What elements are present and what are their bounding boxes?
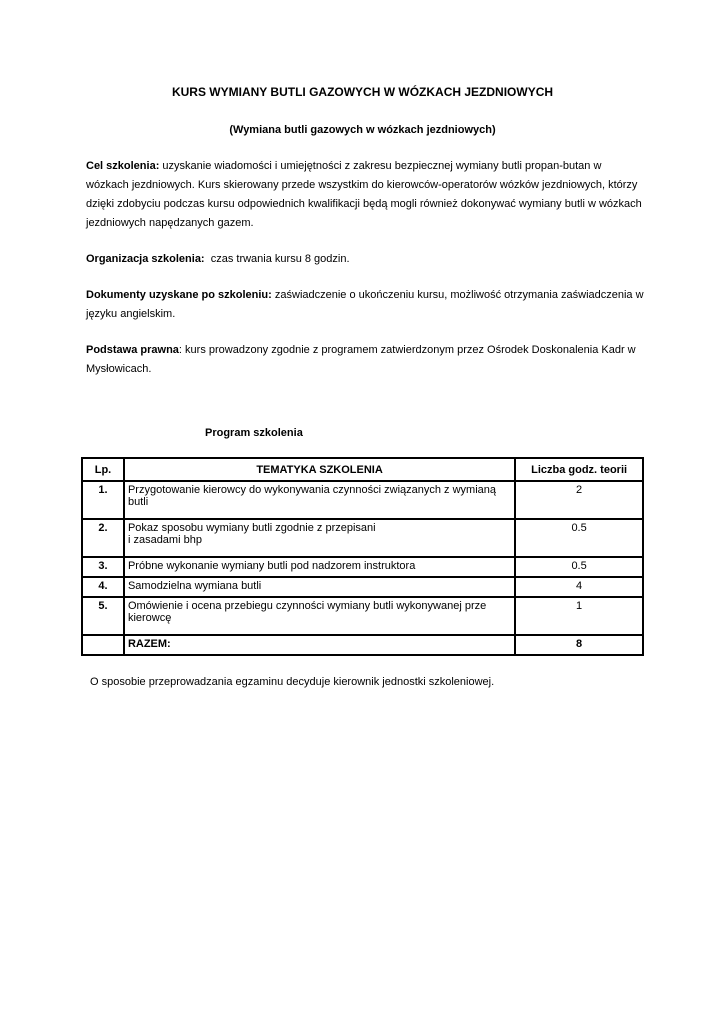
total-lp-empty [82, 635, 124, 655]
row-topic: Samodzielna wymiana butli [124, 577, 515, 597]
program-heading: Program szkolenia [205, 427, 303, 439]
document-subtitle: (Wymiana butli gazowych w wózkach jezdniowych) [229, 124, 496, 136]
row-hours: 0.5 [515, 557, 643, 577]
table-row [82, 597, 643, 635]
column-header-hours: Liczba godz. teorii [515, 458, 643, 481]
table-row [82, 577, 643, 597]
section-dokumenty-label: Dokumenty uzyskane po szkoleniu: [86, 289, 272, 301]
section-podstawa-prawna [86, 341, 646, 379]
section-cel-szkolenia [86, 157, 646, 233]
row-hours: 4 [515, 577, 643, 597]
row-lp: 1. [82, 481, 124, 519]
row-lp: 2. [82, 519, 124, 557]
column-header-lp: Lp. [82, 458, 124, 481]
section-organizacja [86, 250, 646, 269]
section-cel-text: uzyskanie wiadomości i umiejętności z zakresu bezpiecznej wymiany butli propan-butan w wózkach jezdniowych. Kurs skierowany przede wszystkim do kierowców-operatorów wózków jezdniowych, którzy dzięki zdobyciu podczas kursu odpowiednich kwalifikacji będą mogli również dokonywać wymiany butli w wózkach jezdniowych napędzanych gazem. [86, 160, 642, 229]
row-hours: 1 [515, 597, 643, 635]
program-table [81, 457, 644, 656]
document-title: KURS WYMIANY BUTLI GAZOWYCH W WÓZKACH JEZDNIOWYCH [171, 85, 554, 99]
table-row [82, 519, 643, 557]
table-row [82, 481, 643, 519]
row-topic: Omówienie i ocena przebiegu czynności wymiany butli wykonywanej prze kierowcę [124, 597, 515, 635]
row-hours: 2 [515, 481, 643, 519]
row-lp: 3. [82, 557, 124, 577]
section-dokumenty [86, 286, 646, 324]
section-organizacja-label: Organizacja szkolenia: [86, 253, 205, 265]
row-hours: 0.5 [515, 519, 643, 557]
row-lp: 4. [82, 577, 124, 597]
row-topic: Próbne wykonanie wymiany butli pod nadzorem instruktora [124, 557, 515, 577]
column-header-topic: TEMATYKA SZKOLENIA [124, 458, 515, 481]
section-podstawa-text: : kurs prowadzony zgodnie z programem zatwierdzonym przez Ośrodek Doskonalenia Kadr w Mysłowicach. [86, 344, 636, 375]
total-value: 8 [515, 635, 643, 655]
section-organizacja-text: czas trwania kursu 8 godzin. [204, 253, 350, 265]
table-header-row [82, 458, 643, 481]
row-lp: 5. [82, 597, 124, 635]
section-podstawa-label: Podstawa prawna [86, 344, 179, 356]
section-cel-label: Cel szkolenia: [86, 160, 160, 172]
table-row [82, 557, 643, 577]
table-total-row [82, 635, 643, 655]
row-topic: Pokaz sposobu wymiany butli zgodnie z przepisani i zasadami bhp [124, 519, 515, 557]
row-topic: Przygotowanie kierowcy do wykonywania czynności związanych z wymianą butli [124, 481, 515, 519]
footer-note: O sposobie przeprowadzania egzaminu decyduje kierownik jednostki szkoleniowej. [90, 676, 495, 688]
section-dokumenty-text: zaświadczenie o ukończeniu kursu, możliwość otrzymania zaświadczenia w języku angielskim. [86, 289, 644, 320]
total-label: RAZEM: [124, 635, 515, 655]
